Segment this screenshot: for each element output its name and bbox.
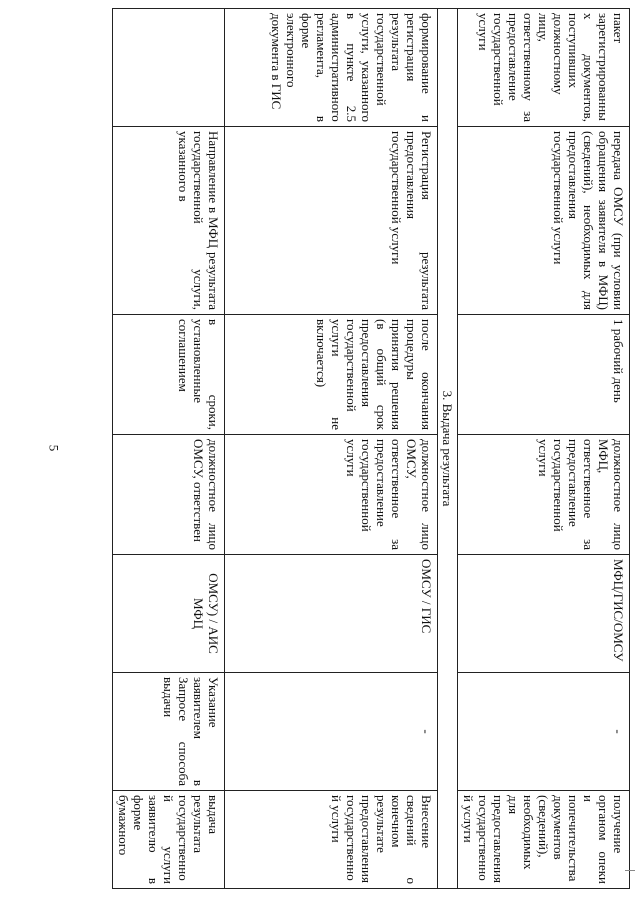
table-row bbox=[458, 9, 630, 889]
table-cell: передача ОМСУ (при условии обращения заявителя в МФЦ) (сведений), необходимых для предоставления государственной услуги bbox=[458, 127, 630, 315]
table-cell: ОМСУ) / АИС МФЦ bbox=[113, 555, 225, 673]
table-cell: в сроки, установленные соглашением bbox=[113, 315, 225, 435]
table-cell: ОМСУ / ГИС bbox=[225, 555, 438, 673]
table-cell: должностное лицо ОМСУ, ответствен bbox=[113, 435, 225, 555]
table-row bbox=[225, 9, 438, 889]
table-cell: Внесение сведений о конечном результате предоставления государственной услуги bbox=[225, 791, 438, 889]
procedure-table bbox=[112, 8, 630, 889]
table-cell: - bbox=[458, 673, 630, 791]
table-cell bbox=[113, 9, 225, 127]
table-cell: после окончания процедуры принятия решения (в общий срок предоставления государственной услуги не включается) bbox=[225, 315, 438, 435]
table-cell: МФЦ/ГИС/ОМСУ bbox=[458, 555, 630, 673]
table-cell: пакет зарегистрированных документов, поступивших должностному лицу, ответственному за предоставление государственной услуги bbox=[458, 9, 630, 127]
table-cell: должностное лицо МФЦ, ответственное за предоставление государственной услуги bbox=[458, 435, 630, 555]
table-cell: - bbox=[225, 673, 438, 791]
table-cell: Направление в МФЦ результата государственной услуги, указанного в bbox=[113, 127, 225, 315]
table-cell: получение органом опеки и попечительства документов (сведений), необходимых для предоставления государственной услуги bbox=[458, 791, 630, 889]
table-cell: выдача результата государственной услуги заявителю в форме бумажного bbox=[113, 791, 225, 889]
section-row bbox=[438, 9, 458, 889]
table-cell: Регистрация результата предоставления государственной услуги bbox=[225, 127, 438, 315]
table-cell: должностное лицо ОМСУ, ответственное за предоставление государственной услуги bbox=[225, 435, 438, 555]
table-row bbox=[113, 9, 225, 889]
scan-mark bbox=[625, 870, 635, 874]
page-number: 5 bbox=[46, 444, 62, 452]
table-cell: формирование и регистрация результата государственной услуги, указанного в пункте 2.5 административного регламента, в форме электронного документа в ГИС bbox=[225, 9, 438, 127]
table-cell: Указание заявителем в Запросе способа выдачи bbox=[113, 673, 225, 791]
table-cell: 1 рабочий день bbox=[458, 315, 630, 435]
section-title: 3. Выдача результата bbox=[438, 9, 458, 889]
rotated-page-content bbox=[95, 8, 630, 888]
